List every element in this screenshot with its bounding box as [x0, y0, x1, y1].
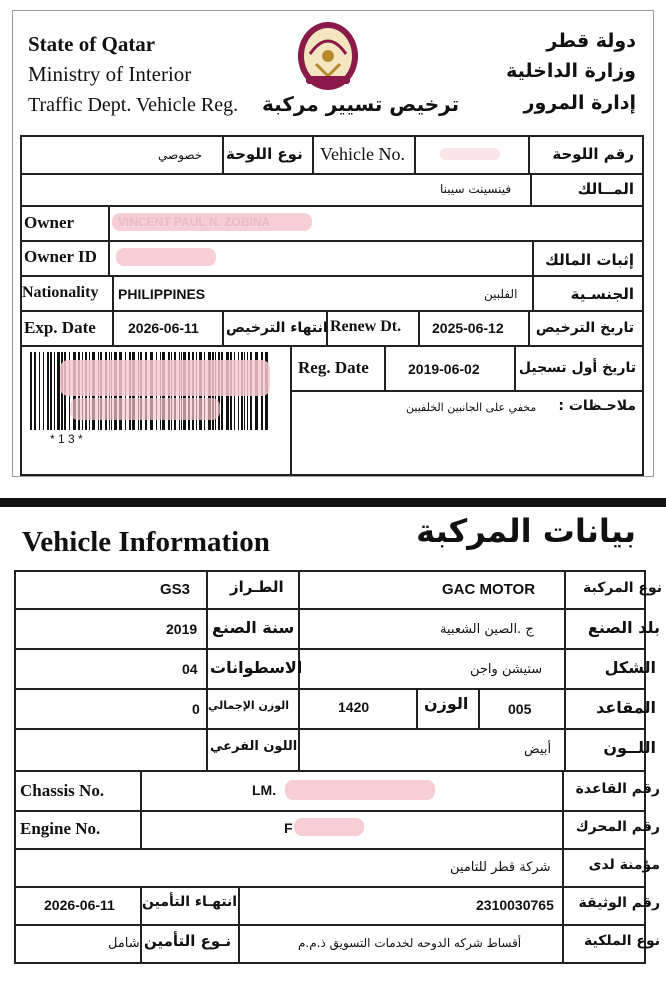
- vehicle-no-redaction: [440, 148, 500, 160]
- qatar-emblem-icon: [296, 18, 360, 92]
- make-value: GAC MOTOR: [442, 581, 536, 598]
- policy-value: 2310030765: [476, 897, 554, 913]
- reg-date-label: Reg. Date: [298, 358, 369, 377]
- insured-value-ar: شركة قطر للتامين: [450, 860, 551, 875]
- chassis-redaction: [285, 780, 435, 800]
- exp-date-value: 2026-06-11: [128, 320, 199, 336]
- exp-date-label: Exp. Date: [24, 318, 96, 337]
- make-label-ar: نوع المركبة: [583, 580, 662, 596]
- dept-ar: إدارة المرور: [523, 92, 636, 114]
- chassis-value: LM.: [252, 782, 277, 798]
- cylinders-label-ar: الاسطوانات: [210, 658, 303, 677]
- chassis-label-ar: رقم القاعدة: [575, 781, 660, 797]
- owner-label-ar: المــالك: [577, 180, 634, 198]
- owner-label-en: Owner: [24, 213, 75, 232]
- barcode-bar: [50, 352, 52, 430]
- barcode-bar: [54, 352, 55, 430]
- insured-label-ar: مؤمنة لدى: [588, 857, 660, 873]
- engine-label-ar: رقم المحرك: [575, 819, 660, 835]
- ownership-value-ar: أقساط شركه الدوحه لخدمات التسويق ذ.م.م: [298, 936, 522, 950]
- owner-id-label: Owner ID: [24, 247, 97, 266]
- seats-value: 005: [508, 701, 532, 717]
- notes-label-ar: ملاحـظات :: [558, 398, 636, 414]
- barcode-caption: * 1 3 *: [50, 432, 83, 446]
- cylinders-value: 04: [182, 661, 198, 677]
- barcode-bar: [34, 352, 36, 430]
- ministry-ar: وزارة الداخلية: [506, 60, 636, 82]
- model-value: GS3: [160, 581, 191, 598]
- subcolor-label-ar: اللون الفرعي: [210, 739, 298, 754]
- ins-expiry-label-ar: انتهـاء التأمين: [142, 894, 238, 910]
- plate-type-label-ar: نوع اللوحة: [226, 145, 303, 163]
- owner-name-redaction: [112, 213, 312, 231]
- notes-value-ar: مخفي على الجانبين الخلفيين: [406, 401, 537, 414]
- year-value: 2019: [166, 621, 198, 637]
- weight-value: 1420: [338, 699, 370, 715]
- barcode-bar: [43, 352, 44, 430]
- color-value-ar: أبيض: [524, 742, 552, 757]
- reg-date-label-ar: تاريخ أول تسجيل: [518, 360, 636, 376]
- engine-value: F: [284, 820, 293, 836]
- policy-label-ar: رقم الوثيقة: [578, 895, 660, 911]
- owner-id-redaction: [116, 248, 216, 266]
- barcode-bar: [30, 352, 32, 430]
- vehicle-no-label: Vehicle No.: [320, 144, 405, 164]
- title-ar: ترخيص تسيير مركبة: [262, 92, 460, 116]
- barcode-redaction-2: [70, 398, 220, 420]
- plate-label-ar: رقم اللوحة: [552, 145, 634, 163]
- year-label-ar: سنة الصنع: [212, 618, 295, 637]
- vehicle-info-title-en: Vehicle Information: [22, 526, 270, 558]
- weight-label-ar: الوزن: [424, 694, 469, 713]
- country-label-ar: بلد الصنع: [587, 618, 660, 637]
- barcode-bar: [47, 352, 49, 430]
- reg-date-value: 2019-06-02: [408, 361, 480, 377]
- vehicle-info-title-ar: بيانات المركبة: [416, 512, 636, 550]
- renew-value: 2025-06-12: [432, 320, 504, 336]
- ins-type-value-ar: شامل: [108, 936, 140, 951]
- card-divider: [0, 498, 666, 507]
- nationality-value-ar: الفلبين: [484, 287, 518, 301]
- owner-name-ar: فينسينت سيبنا: [440, 182, 512, 196]
- nationality-label: Nationality: [22, 284, 99, 301]
- shape-value-ar: ستيشن واجن: [470, 662, 543, 677]
- gross-weight-label-ar: الوزن الإجمالي: [208, 699, 290, 712]
- shape-label-ar: الشكل: [604, 658, 656, 677]
- ins-expiry-value: 2026-06-11: [44, 897, 115, 913]
- owner-id-label-ar: إثبات المالك: [545, 251, 634, 269]
- dept-en: Traffic Dept. Vehicle Reg.: [28, 94, 239, 116]
- nationality-value-en: PHILIPPINES: [118, 286, 206, 302]
- ministry-en: Ministry of Interior: [28, 62, 192, 86]
- engine-redaction: [294, 818, 364, 836]
- engine-label-en: Engine No.: [20, 819, 101, 838]
- color-label-ar: اللــون: [603, 738, 656, 757]
- country-en: State of Qatar: [28, 32, 156, 56]
- exp-date-label-ar: انتهاء الترخيص: [226, 320, 328, 336]
- barcode-bar: [57, 352, 60, 430]
- country-ar: دولة قطر: [546, 30, 636, 52]
- nationality-label-ar: الجنسـية: [570, 285, 634, 303]
- ownership-label-ar: نوع الملكية: [584, 933, 660, 949]
- plate-type-value: خصوصي: [158, 148, 203, 162]
- chassis-label-en: Chassis No.: [20, 781, 105, 800]
- renew-label-ar: تاريخ الترخيص: [535, 320, 634, 336]
- renew-label: Renew Dt.: [330, 318, 402, 335]
- seats-label-ar: المقاعد: [596, 698, 656, 717]
- barcode-redaction: [60, 360, 270, 396]
- barcode-bar: [39, 352, 40, 430]
- country-value-ar: ج .الصين الشعبية: [440, 622, 534, 637]
- ins-type-label-ar: نـوع التأمين: [144, 932, 232, 950]
- model-label-ar: الطـراز: [230, 578, 284, 596]
- gross-weight-value: 0: [192, 701, 200, 717]
